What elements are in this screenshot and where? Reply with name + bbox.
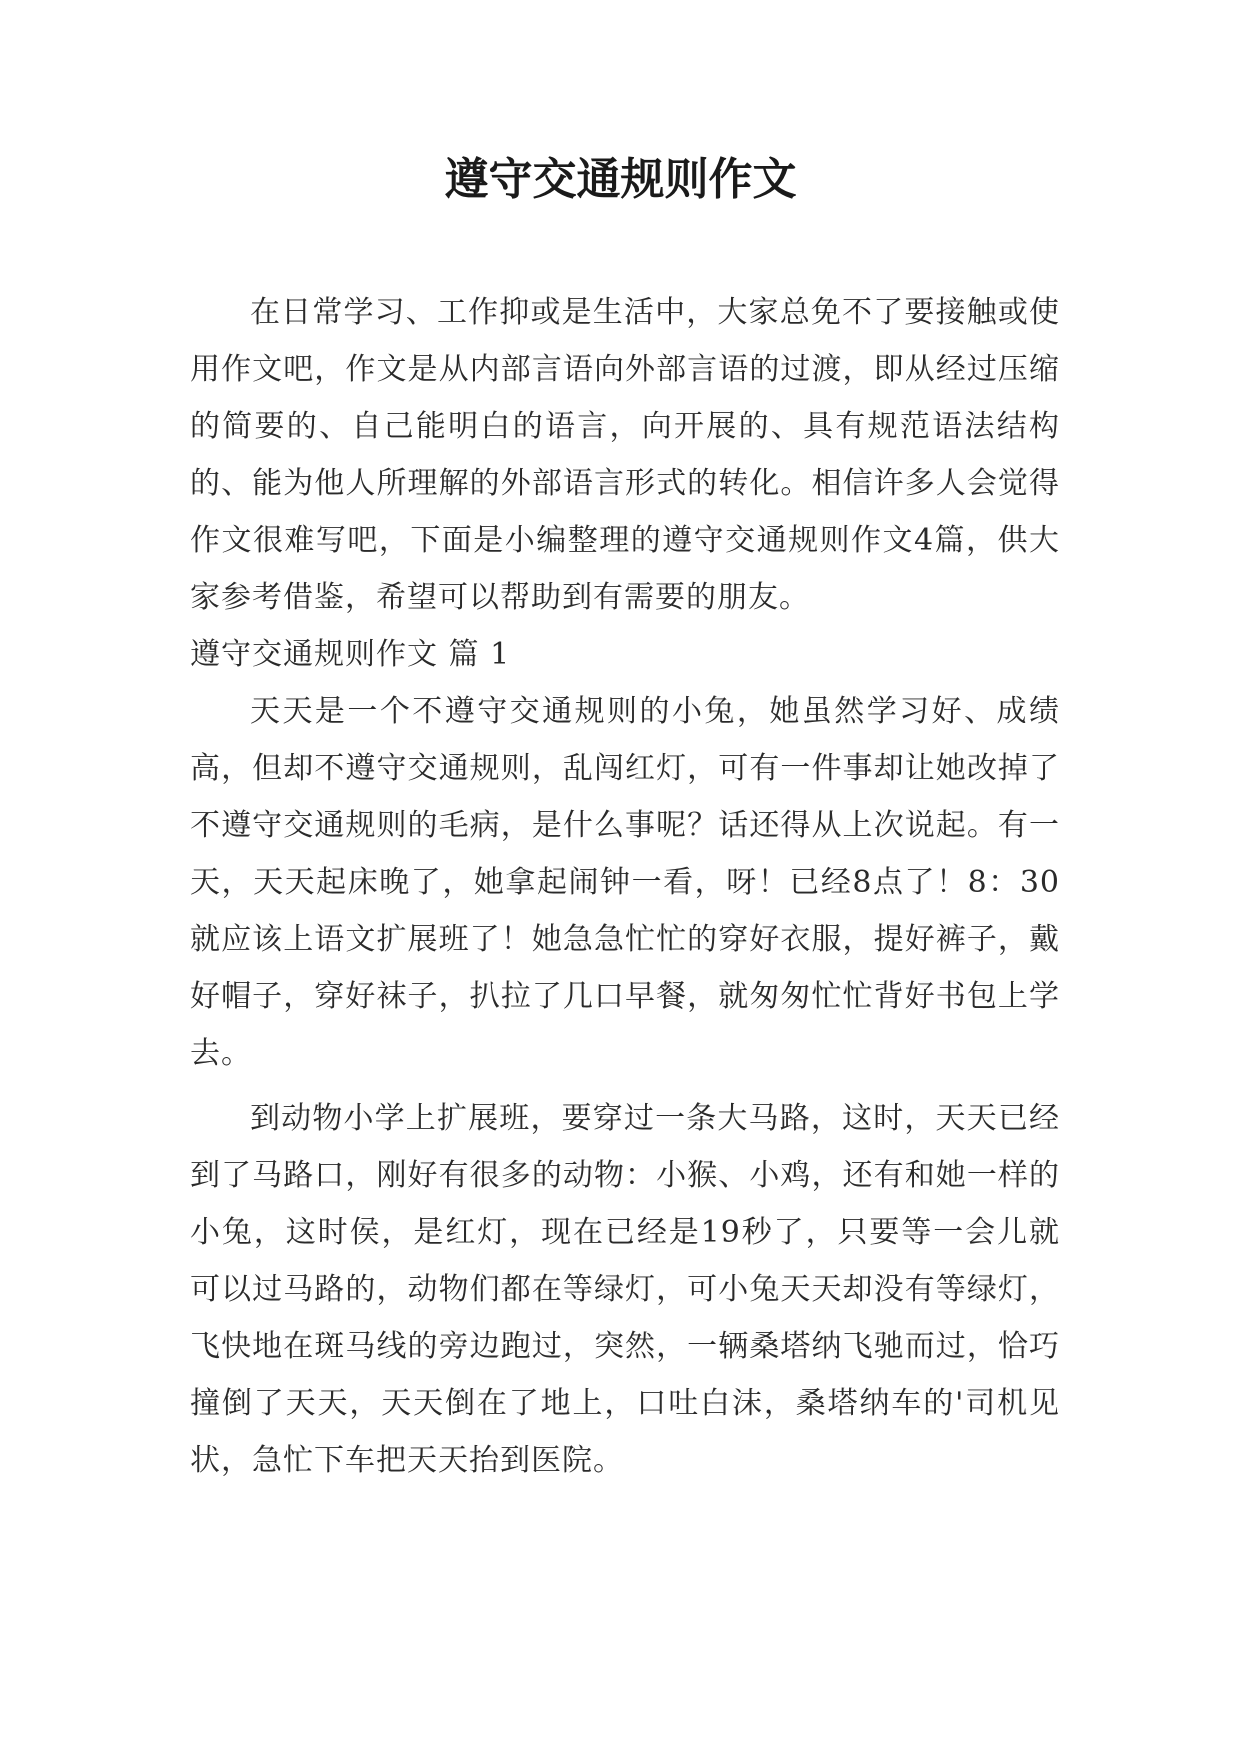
document-title: 遵守交通规则作文 xyxy=(444,154,797,205)
section-heading: 遵守交通规则作文 篇 1 xyxy=(190,637,511,672)
document-body xyxy=(190,284,1060,1489)
story-paragraph-2: 到动物小学上扩展班，要穿过一条大马路，这时，天天已经到了马路口，刚好有很多的动物：小猴、小鸡，还有和她一样的小兔，这时侯，是红灯，现在已经是19秒了，只要等一会儿就可以过马路的，动物们都在等绿灯，可小兔天天却没有等绿灯，飞快地在斑马线的旁边跑过，突然，一辆桑塔纳飞驰而过，恰巧撞倒了天天，天天倒在了地上，口吐白沫，桑塔纳车的'司机见状，急忙下车把天天抬到医院。 xyxy=(190,1101,1060,1478)
intro-paragraph: 在日常学习、工作抑或是生活中，大家总免不了要接触或使用作文吧，作文是从内部言语向外部言语的过渡，即从经过压缩的简要的、自己能明白的语言，向开展的、具有规范语法结构的、能为他人所理解的外部语言形式的转化。相信许多人会觉得作文很难写吧，下面是小编整理的遵守交通规则作文4篇，供大家参考借鉴，希望可以帮助到有需要的朋友。 xyxy=(190,295,1060,615)
story-paragraph-1: 天天是一个不遵守交通规则的小兔，她虽然学习好、成绩高，但却不遵守交通规则，乱闯红灯，可有一件事却让她改掉了不遵守交通规则的毛病，是什么事呢？话还得从上次说起。有一天，天天起床晚了，她拿起闹钟一看，呀！已经8点了！8：30就应该上语文扩展班了！她急急忙忙的穿好衣服，提好裤子，戴好帽子，穿好袜子，扒拉了几口早餐，就匆匆忙忙背好书包上学去。 xyxy=(190,694,1060,1071)
